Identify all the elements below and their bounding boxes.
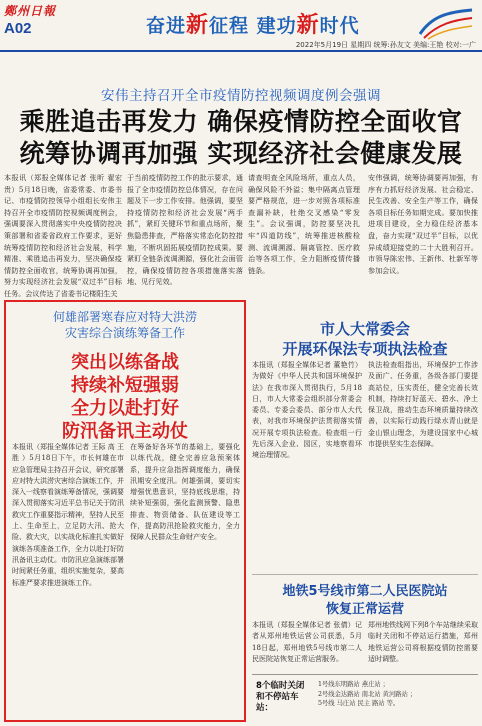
station-notice-line: 5号线 马庄站 民主 路站 等。 — [318, 700, 400, 707]
slogan-banner — [120, 4, 480, 38]
newspaper-logo: 鄭州日報 — [4, 4, 57, 18]
box-column-2: 在筹备好各环节的基础上，要强化以练代战，健全完善应急预案体系，提升应急指挥调度能力，确保汛期安全度汛。何雄强调，要切实增强忧患意识，坚持底线思维，持续补短强弱，强化监测预警、隐患排查、物资储备、队伍建设等工作，提高防汛抢险救灾能力，全力保障人民群众生命财产安全。 — [130, 443, 240, 542]
box-kicker-2: 灾害综合演练筹备工作 — [64, 326, 185, 340]
station-notice-label: 8个临时关闭 和不停站车站： — [256, 681, 305, 713]
masthead — [0, 0, 482, 56]
box-headline-3: 全力以赴打好 — [71, 398, 179, 419]
metro-headline-1: 地铁5号线市第二人民医院站 — [282, 584, 448, 599]
article-divider — [252, 574, 478, 575]
header-divider — [0, 50, 482, 52]
metro-headline-2: 恢复正常运营 — [325, 602, 404, 617]
lead-headline-2: 统筹协调再加强 实现经济社会健康发展 — [19, 139, 463, 168]
station-notice-list — [318, 680, 476, 709]
date-line: 2022年5月19日 星期四 统筹:孙友文 美编:王艳 校对:一广 — [295, 41, 476, 49]
flood-drill-article — [4, 300, 246, 722]
npc-column-2: 执法检查组指出，环境保护工作涉及面广、任务重，各级各部门要提高站位，压实责任，健全完善长效机制，持续打好蓝天、碧水、净土保卫战，推动生态环境质量持续改善，以实际行动践行绿水青山就是金山银山理念，为建设国家中心城市提供坚实生态保障。 — [368, 361, 478, 449]
slogan-text: 奋进新征程 建功新时代 — [146, 13, 360, 38]
npc-column-1: 本报讯（郑报全媒体记者 董艳竹）为做好《中华人民共和国环境保护法》在我市深入贯彻执行，5月18日，市人大常委会组织部分常委会委员、专委会委员、部分市人大代表，对我市环境保护法贯彻落实情况开展专项执法检查。检查组一行先后深入企业、园区，实地察看环境治理情况。 — [252, 361, 362, 460]
box-kicker-1: 何雄部署寒春应对特大洪涝 — [52, 310, 197, 324]
lead-headline-1: 乘胜追击再发力 确保疫情防控全面收官 — [19, 107, 463, 136]
box-headline-1: 突出以练备战 — [71, 352, 179, 373]
lead-column-1: 本报讯（郑报全媒体记者 张昕 翟宏贵）5月18日晚，省委常委、市委书记、市疫情防控领导小组组长安伟主持召开全市疫情防控视频调度例会，强调要深入贯彻落实中央疫情防控决策部署和省委省政府工作要求，更好统筹疫情防控和经济社会发展，科学精准、乘胜追击再发力，坚决确保疫情防控全面收官，统筹协调再加强，努力实现经济社会发展“双过半”目标任务。会议传达了省委书记楼阳生关 — [4, 173, 122, 298]
box-headline-2: 持续补短强弱 — [71, 375, 179, 396]
station-notice — [252, 674, 478, 720]
box-headline-4: 防汛备讯主动仗 — [62, 421, 188, 442]
lead-kicker: 安伟主持召开全市疫情防控视频调度例会强调 — [101, 88, 381, 104]
npc-headline-1: 市人大常委会 — [319, 320, 410, 338]
box-column-1: 本报讯（郑报全媒体记者 王际 高 王胜 ）5月18日下午，市长何雄在市应急管理局主持召开会议，研究部署应对特大洪涝灾害综合演练工作，并深入一线察看演练筹备情况，强调要深入贯彻落实习近平总书记关于防汛救灾工作重要指示精神，坚持人民至上、生命至上，立足防大汛、抢大险、救大灾，以实战化标准扎实做好演练各项准备工作，全力以赴打好防汛备讯主动仗。市防汛应急演练部署时间紧任务重，组织实施复杂，要高标准严要求推进演练工作。 — [12, 443, 124, 587]
metro-column-2: 郑州地铁线网下列8个车站继续采取临时关闭和不停站运行措施，郑州地铁运营公司将根据疫情防控需要适时调整。 — [368, 621, 478, 663]
metro-column-1: 本报讯（郑报全媒体记者 张倩）记者从郑州地铁运营公司获悉，5月18日起，郑州地铁5号线市第二人民医院站恢复正常运营服务。 — [252, 621, 362, 663]
lead-column-2: 于当前疫情防控工作的批示要求，通报了全市疫情防控总体情况，存在问题及下一步工作安排。他强调，要坚持疫情防控和经济社会发展“两手抓”，紧盯关键环节和重点场所，聚焦隐患排查，严格落实常态化防控措施，不断巩固拓展疫情防控成果。要紧盯全链条流调溯源，强化社会面管控，确保疫情防控各项措施落实落地、见行见效。 — [127, 173, 243, 287]
station-notice-line: 2号线金达路站 南北站 黄河路站 ； — [318, 690, 417, 698]
lead-column-3: 请查明查全风险场所，重点人员，确保风险不外溢；集中隔离点管理要严格规范，进一步对照各项标准查漏补缺，杜绝交叉感染“零发生”。会议强调，防控要坚决扎牢“四道防线”，统筹推进核酸检测、流调溯源、隔离管控、医疗救治等各项工作，全力阻断疫情传播链条。 — [248, 173, 360, 275]
ribbon-decoration-icon — [418, 6, 474, 40]
npc-headline-2: 开展环保法专项执法检查 — [282, 340, 448, 358]
station-notice-line: 1号线东明路站 燕庄站 ； — [318, 681, 389, 688]
lead-column-4: 安伟强调，统筹协调要再加强，有序有力抓好经济发展、社会稳定、民生改善、安全生产等工作，确保各项目标任务如期完成。要加快推进项目建设，全力稳住经济基本盘，奋力实现“双过半”目标，以优异成绩迎接党的二十大胜利召开。市领导陈宏伟、王新伟、杜新军等参加会议。 — [368, 173, 478, 275]
page-number: A02 — [4, 20, 32, 37]
